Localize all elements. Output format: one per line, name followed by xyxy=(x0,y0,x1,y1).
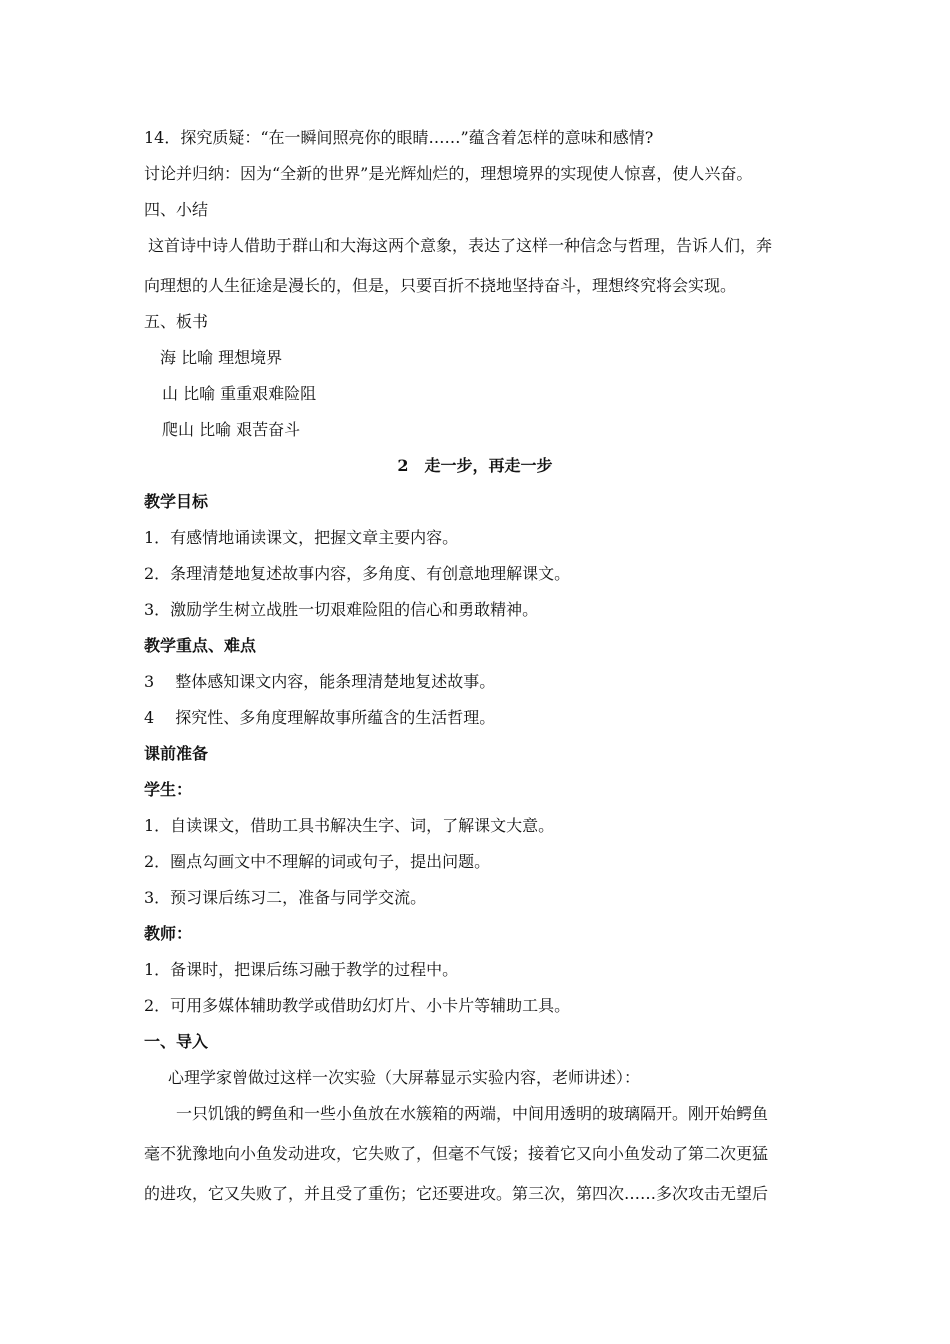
discussion-summary: 讨论并归纳：因为“全新的世界”是光辉灿烂的，理想境界的实现使人惊喜，使人兴奋。 xyxy=(144,164,753,183)
teacher-prep-2: 2．可用多媒体辅助教学或借助幻灯片、小卡片等辅助工具。 xyxy=(144,996,571,1015)
intro-paragraph-1: 心理学家曾做过这样一次实验（大屏幕显示实验内容，老师讲述）： xyxy=(168,1068,641,1087)
section-heading-blackboard: 五、板书 xyxy=(144,312,209,331)
intro-paragraph-2-line-2: 毫不犹豫地向小鱼发动进攻，它失败了，但毫不气馁；接着它又向小鱼发动了第二次更猛 xyxy=(144,1144,769,1163)
key-point-3: 3 整体感知课文内容，能条理清楚地复述故事。 xyxy=(144,672,496,691)
heading-students: 学生： xyxy=(144,780,193,799)
heading-key-points: 教学重点、难点 xyxy=(144,636,257,655)
summary-paragraph-line-1: 这首诗中诗人借助于群山和大海这两个意象，表达了这样一种信念与哲理，告诉人们，奔 xyxy=(148,236,773,255)
heading-introduction: 一、导入 xyxy=(144,1032,209,1051)
intro-paragraph-2-line-3: 的进攻，它又失败了，并且受了重伤；它还要进攻。第三次，第四次……多次攻击无望后 xyxy=(144,1184,769,1203)
key-point-4: 4 探究性、多角度理解故事所蕴含的生活哲理。 xyxy=(144,708,496,727)
heading-teacher: 教师： xyxy=(144,924,193,943)
goal-2: 2．条理清楚地复述故事内容，多角度、有创意地理解课文。 xyxy=(144,564,571,583)
goal-1: 1．有感情地诵读课文，把握文章主要内容。 xyxy=(144,528,459,547)
lesson-title: 2 走一步，再走一步 xyxy=(397,456,553,475)
section-heading-summary: 四、小结 xyxy=(144,200,209,219)
student-prep-3: 3．预习课后练习二，准备与同学交流。 xyxy=(144,888,427,907)
student-prep-1: 1．自读课文，借助工具书解决生字、词，了解课文大意。 xyxy=(144,816,555,835)
heading-teaching-goals: 教学目标 xyxy=(144,492,209,511)
question-14: 14．探究质疑：“在一瞬间照亮你的眼睛……”蕴含着怎样的意味和感情? xyxy=(144,128,654,147)
student-prep-2: 2．圈点勾画文中不理解的词或句子，提出问题。 xyxy=(144,852,491,871)
summary-paragraph-line-2: 向理想的人生征途是漫长的，但是，只要百折不挠地坚持奋斗，理想终究将会实现。 xyxy=(144,276,737,295)
heading-preparation: 课前准备 xyxy=(144,744,209,763)
blackboard-item-mountain: 山 比喻 重重艰难险阻 xyxy=(162,384,317,403)
blackboard-item-sea: 海 比喻 理想境界 xyxy=(160,348,283,367)
intro-paragraph-2-line-1: 一只饥饿的鳄鱼和一些小鱼放在水簇箱的两端，中间用透明的玻璃隔开。刚开始鳄鱼 xyxy=(176,1104,769,1123)
blackboard-item-climb: 爬山 比喻 艰苦奋斗 xyxy=(162,420,301,439)
goal-3: 3．激励学生树立战胜一切艰难险阻的信心和勇敢精神。 xyxy=(144,600,539,619)
teacher-prep-1: 1．备课时，把课后练习融于教学的过程中。 xyxy=(144,960,459,979)
